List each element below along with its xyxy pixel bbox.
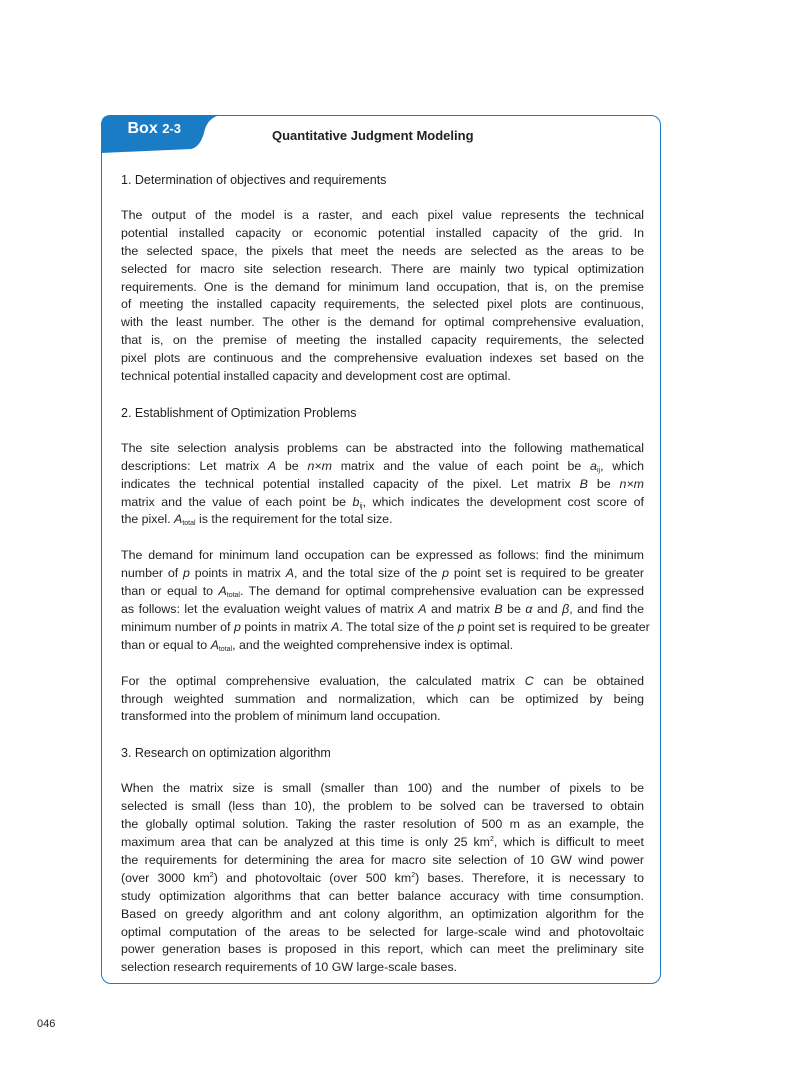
- box-number: 2-3: [162, 120, 181, 136]
- text-line: transformed into the problem of minimum land occupation.: [121, 709, 441, 724]
- box-label-tab: [101, 115, 221, 153]
- math-variable: b: [352, 494, 360, 509]
- text-segment: than or equal to: [121, 584, 219, 599]
- text-line: the selected space, the pixels that meet the needs are selected as the areas to be: [121, 243, 644, 258]
- math-subscript: ij: [359, 502, 363, 510]
- text-line: [121, 601, 644, 619]
- text-line: The site selection analysis problems can be abstracted into the following mathematical: [121, 440, 644, 455]
- text-line: the globally optimal solution. Taking the raster resolution of 500 m as an example, the: [121, 817, 644, 832]
- text-segment: point set is required to be greater: [464, 619, 650, 634]
- text-segment: number of: [121, 566, 184, 581]
- text-segment: is the requirement for the total size.: [195, 512, 393, 527]
- text-segment: be: [587, 476, 620, 491]
- text-line: [121, 458, 644, 476]
- text-line: selection research requirements of 10 GW large-scale bases.: [121, 960, 458, 975]
- text-line: [121, 619, 650, 637]
- text-segment: and matrix: [426, 602, 495, 617]
- text-segment: , and the weighted comprehensive index is optimal.: [232, 637, 514, 652]
- math-variable: B: [494, 602, 503, 617]
- text-segment: than or equal to: [121, 637, 211, 652]
- math-variable: p: [233, 619, 241, 634]
- text-line: The output of the model is a raster, and each pixel value represents the technical: [121, 208, 644, 222]
- text-line: [121, 673, 644, 691]
- text-segment: (over 3000 km: [121, 870, 210, 885]
- text-line: [121, 511, 644, 529]
- text-line: optimal computation of the areas to be selected for large-scale wind and photovoltaic: [121, 924, 644, 939]
- text-line: pixel plots are continuous and the comprehensive evaluation indexes set based on the: [121, 351, 644, 366]
- text-segment: as follows: let the evaluation weight values of matrix: [121, 602, 419, 617]
- box-title: Quantitative Judgment Modeling: [272, 128, 474, 143]
- text-line: [121, 870, 644, 888]
- text-segment: indicates the technical potential installed capacity of the pixel. Let matrix: [121, 476, 580, 491]
- superscript: 2: [490, 836, 494, 844]
- box-2-3: [101, 115, 661, 984]
- math-variable: A: [218, 584, 227, 599]
- text-line: [121, 583, 644, 601]
- text-segment: can be obtained: [533, 673, 644, 688]
- text-line: [121, 476, 644, 494]
- text-segment: be: [276, 458, 308, 473]
- text-line: When the matrix size is small (smaller than 100) and the number of pixels to be: [121, 781, 644, 796]
- section-heading: 2. Establishment of Optimization Problems: [121, 405, 357, 420]
- section-heading: 3. Research on optimization algorithm: [121, 746, 331, 761]
- math-variable: A: [210, 637, 219, 652]
- text-segment: be: [502, 602, 526, 617]
- math-subscript: total: [226, 592, 240, 600]
- text-segment: descriptions: Let matrix: [121, 458, 268, 473]
- text-line: power generation bases is proposed in this report, which can meet the preliminary site: [121, 942, 644, 957]
- math-variable: α: [525, 602, 533, 617]
- text-segment: . The demand for optimal comprehensive evaluation can be expressed: [239, 584, 644, 599]
- text-line: with the least number. The other is the demand for optimal comprehensive evaluation,: [121, 315, 644, 330]
- math-variable: A: [418, 602, 427, 617]
- box-label: [128, 120, 181, 138]
- text-line: Based on greedy algorithm and ant colony algorithm, an optimization algorithm for the: [121, 906, 644, 921]
- text-segment: , which indicates the development cost score of: [362, 494, 644, 509]
- math-variable: n×m: [619, 476, 644, 491]
- math-variable: p: [457, 619, 465, 634]
- math-variable: A: [267, 458, 277, 473]
- text-segment: ) and photovoltaic (over 500 km: [213, 870, 412, 885]
- text-segment: points in matrix: [240, 619, 332, 634]
- math-variable: β: [562, 602, 570, 617]
- math-subscript: total: [218, 645, 233, 653]
- text-line: [121, 494, 644, 512]
- text-line: [121, 565, 644, 583]
- text-line: of meeting the installed capacity requirements, the selected pixel plots are continuous,: [121, 297, 644, 312]
- text-line: technical potential installed capacity and development cost are optimal.: [121, 369, 511, 384]
- text-line: the requirements for determining the area for macro site selection of 10 GW wind power: [121, 852, 644, 867]
- text-line: The demand for minimum land occupation can be expressed as follows: find the minimum: [121, 548, 644, 563]
- text-line: study optimization algorithms that can better balance accuracy with time consumption.: [121, 888, 644, 903]
- text-segment: . The total size of the: [339, 619, 458, 634]
- text-line: through weighted summation and normalization, which can be optimized by being: [121, 691, 644, 706]
- text-segment: and: [532, 602, 563, 617]
- text-line: potential installed capacity or economic potential installed capacity of the grid. In: [121, 225, 644, 240]
- math-variable: n×m: [307, 458, 332, 473]
- section-heading: 1. Determination of objectives and requirements: [121, 173, 387, 187]
- text-segment: maximum area that can be analyzed at this time is only 25 km: [121, 835, 490, 850]
- math-variable: C: [524, 673, 534, 688]
- text-line: [121, 834, 644, 852]
- text-segment: matrix and the value of each point be: [331, 458, 591, 473]
- paragraph: [121, 547, 650, 654]
- text-segment: point set is required to be greater: [449, 566, 645, 581]
- math-variable: A: [331, 619, 340, 634]
- text-segment: , which: [600, 458, 644, 473]
- paragraph: [121, 207, 644, 386]
- paragraph: [121, 440, 644, 529]
- text-segment: , and the total size of the: [293, 566, 443, 581]
- math-variable: B: [579, 476, 588, 491]
- text-line: [121, 637, 644, 655]
- text-segment: ) bases. Therefore, it is necessary to: [415, 870, 644, 885]
- text-segment: , which is difficult to meet: [493, 835, 644, 850]
- paragraph: [121, 673, 644, 727]
- math-variable: p: [183, 566, 190, 581]
- text-segment: minimum number of: [121, 619, 234, 634]
- math-variable: A: [285, 566, 294, 581]
- text-line: requirements. One is the demand for minimum land occupation, that is, on the premise: [121, 279, 644, 294]
- math-subscript: ij: [596, 466, 601, 474]
- box-content: [121, 171, 650, 995]
- math-variable: a: [590, 458, 597, 473]
- text-segment: , and find the: [569, 602, 644, 617]
- text-line: selected for macro site selection research. There are mainly two typical optimization: [121, 261, 644, 276]
- superscript: 2: [209, 871, 214, 879]
- paragraph: [121, 780, 644, 977]
- page-number: 046: [37, 1018, 56, 1030]
- math-variable: A: [174, 512, 183, 527]
- box-label-text: Box: [127, 119, 158, 137]
- text-segment: points in matrix: [189, 566, 286, 581]
- text-segment: the pixel.: [121, 512, 175, 527]
- text-segment: matrix and the value of each point be: [121, 494, 353, 509]
- superscript: 2: [411, 871, 416, 879]
- text-line: selected is small (less than 10), the problem to be solved can be traversed to obtain: [121, 799, 644, 814]
- text-segment: For the optimal comprehensive evaluation, the calculated matrix: [121, 673, 525, 688]
- math-subscript: total: [182, 520, 196, 528]
- text-line: that is, on the premise of meeting the installed capacity requirements, the selected: [121, 333, 644, 348]
- math-variable: p: [442, 566, 450, 581]
